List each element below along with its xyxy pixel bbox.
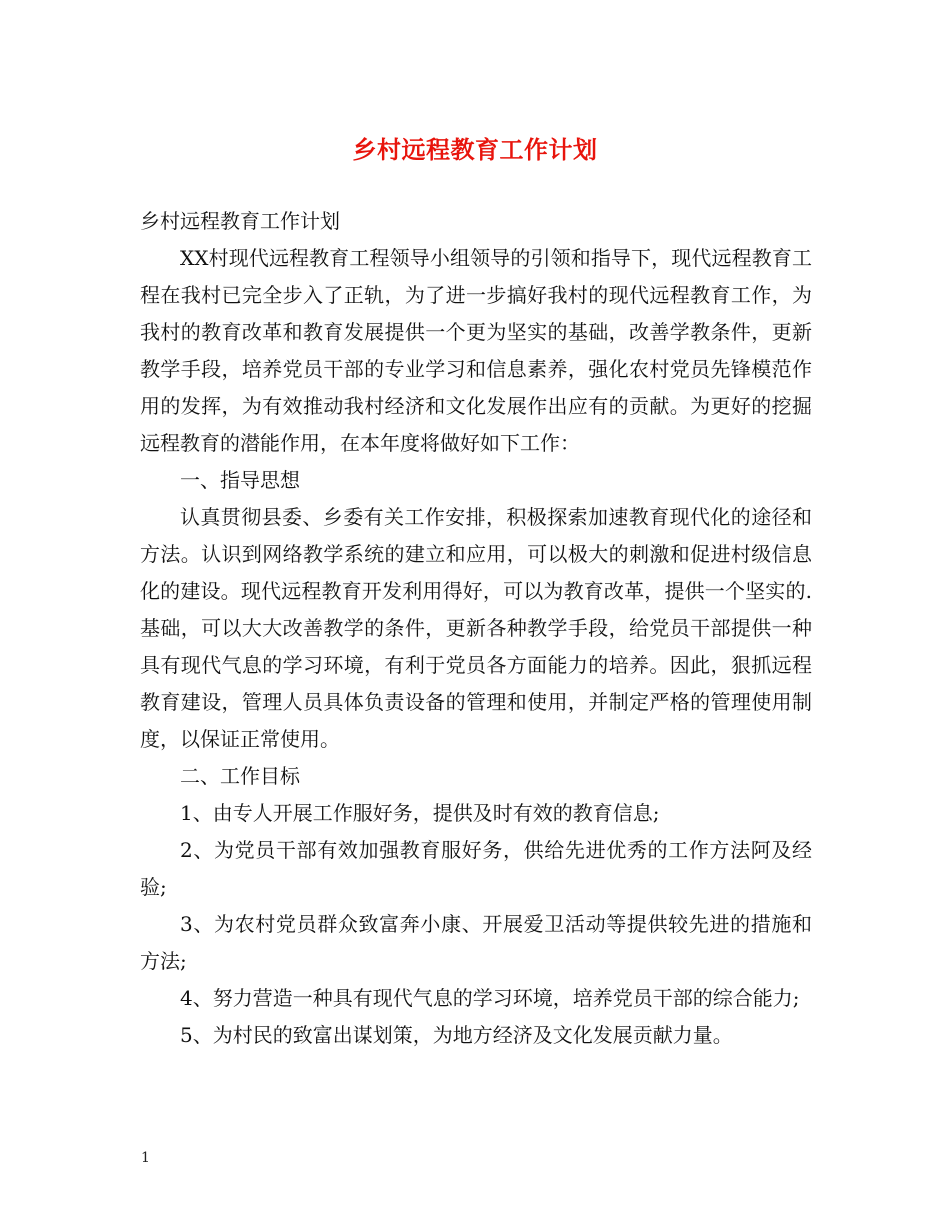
document-body xyxy=(140,203,812,1054)
section-heading-work-goals: 二、工作目标 xyxy=(180,764,300,788)
goal-item-4: 4、努力营造一种具有现代气息的学习环境，培养党员干部的综合能力; xyxy=(180,986,800,1010)
intro-paragraph: XX村现代远程教育工程领导小组领导的引领和指导下，现代远程教育工程在我村已完全步入了正轨，为了进一步搞好我村的现代远程教育工作，为我村的教育改革和教育发展提供一个更为坚实的基础，改善学教条件，更新教学手段，培养党员干部的专业学习和信息素养，强化农村党员先锋模范作用的发挥，为有效推动我村经济和文化发展作出应有的贡献。为更好的挖掘远程教育的潜能作用，在本年度将做好如下工作： xyxy=(140,246,812,455)
goal-item-3: 3、为农村党员群众致富奔小康、开展爱卫活动等提供较先进的措施和方法; xyxy=(140,912,812,973)
page-number: 1 xyxy=(141,1150,150,1166)
guiding-thought-paragraph: 认真贯彻县委、乡委有关工作安排，积极探索加速教育现代化的途径和方法。认识到网络教学系统的建立和应用，可以极大的刺激和促进村级信息化的建设。现代远程教育开发利用得好，可以为教育改革，提供一个坚实的.基础，可以大大改善教学的条件，更新各种教学手段，给党员干部提供一种具有现代气息的学习环境，有利于党员各方面能力的培养。因此，狠抓远程教育建设，管理人员具体负责设备的管理和使用，并制定严格的管理使用制度，以保证正常使用。 xyxy=(140,505,812,751)
goal-item-2: 2、为党员干部有效加强教育服好务，供给先进优秀的工作方法阿及经验; xyxy=(140,838,812,899)
document-title: 乡村远程教育工作计划 xyxy=(352,135,598,164)
section-heading-guiding-thought: 一、指导思想 xyxy=(180,468,300,492)
goal-item-1: 1、由专人开展工作服好务，提供及时有效的教育信息; xyxy=(180,801,660,825)
subtitle-paragraph: 乡村远程教育工作计划 xyxy=(140,209,340,233)
goal-item-5: 5、为村民的致富出谋划策，为地方经济及文化发展贡献力量。 xyxy=(180,1023,733,1047)
